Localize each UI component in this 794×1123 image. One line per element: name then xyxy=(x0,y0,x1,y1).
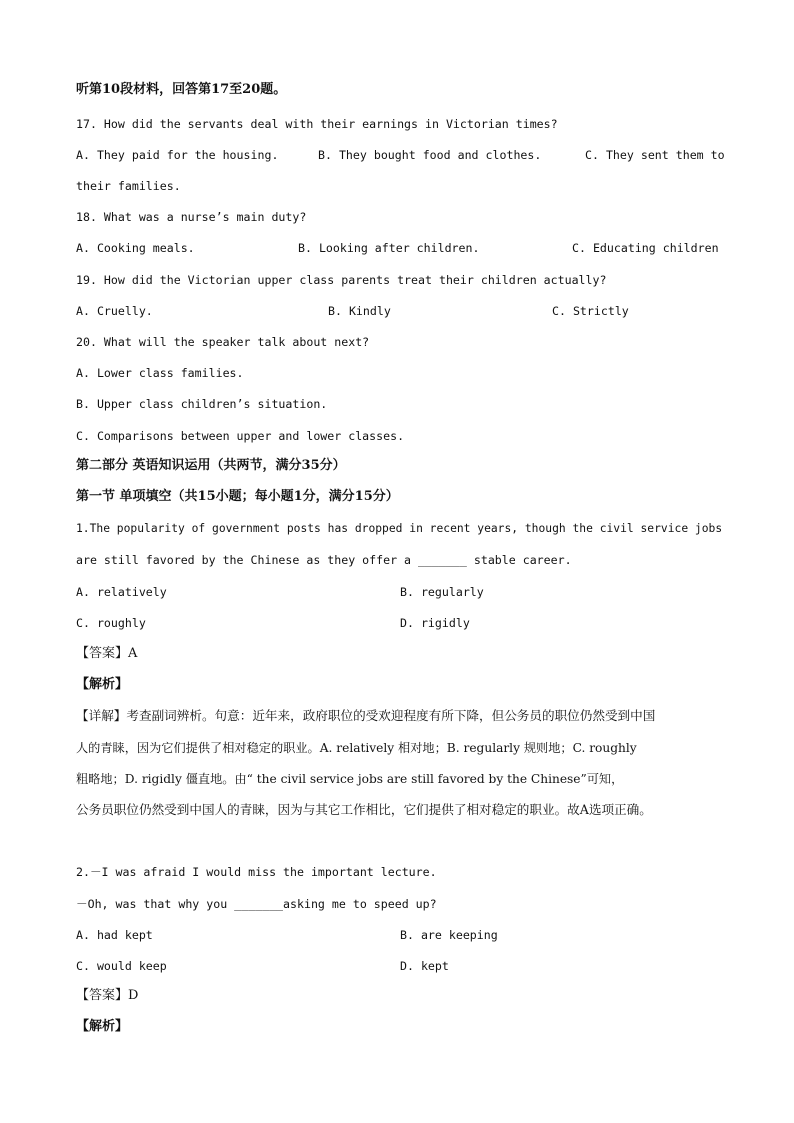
part2-title: 第二部分 英语知识运用（共两节，满分35分） xyxy=(76,458,346,473)
question-18-option-a: A. Cooking meals. xyxy=(76,241,195,255)
q2-option-c: C. would keep xyxy=(76,959,167,973)
q1-detail-line4: 公务员职位仍然受到中国人的青睐，因为与其它工作相比，它们提供了相对稳定的职业。故A选项正确。 xyxy=(76,802,652,817)
question-19-option-a: A. Cruelly. xyxy=(76,304,153,318)
question-19-option-c: C. Strictly xyxy=(552,304,629,318)
question-17-stem: 17. How did the servants deal with their earnings in Victorian times? xyxy=(76,117,558,131)
question-17-option-a: A. They paid for the housing. xyxy=(76,148,279,162)
q1-option-c: C. roughly xyxy=(76,616,146,630)
question-17-option-c-cont: their families. xyxy=(76,179,181,193)
question-20-option-a: A. Lower class families. xyxy=(76,366,244,380)
q1-analysis-label: 【解析】 xyxy=(76,677,129,692)
section1-title: 第一节 单项填空（共15小题；每小题1分，满分15分） xyxy=(76,489,399,504)
q2-analysis-label: 【解析】 xyxy=(76,1019,129,1034)
section-header: 听第10段材料，回答第17至20题。 xyxy=(76,82,287,97)
q1-option-a: A. relatively xyxy=(76,585,167,599)
q2-option-d: D. kept xyxy=(400,959,449,973)
q2-option-a: A. had kept xyxy=(76,928,153,942)
question-20-option-b: B. Upper class children’s situation. xyxy=(76,397,328,411)
q1-detail-line1: 【详解】考查副词辨析。句意：近年来，政府职位的受欢迎程度有所下降，但公务员的职位仍然受到中国 xyxy=(76,708,656,723)
question-18-option-b: B. Looking after children. xyxy=(298,241,480,255)
q1-option-d: D. rigidly xyxy=(400,616,470,630)
question-20-option-c: C. Comparisons between upper and lower classes. xyxy=(76,429,405,443)
question-17-option-c: C. They sent them to xyxy=(585,148,725,162)
question-19-stem: 19. How did the Victorian upper class parents treat their children actually? xyxy=(76,273,607,287)
question-20-stem: 20. What will the speaker talk about next? xyxy=(76,335,370,349)
q1-answer: 【答案】A xyxy=(76,646,138,661)
q1-detail-line2: 人的青睐，因为它们提供了相对稳定的职业。A. relatively 相对地；B. regularly 规则地；C. roughly xyxy=(76,741,637,755)
question-19-option-b: B. Kindly xyxy=(328,304,391,318)
q2-line2: －Oh, was that why you _______asking me to speed up? xyxy=(76,897,437,911)
q1-option-b: B. regularly xyxy=(400,585,484,599)
q2-option-b: B. are keeping xyxy=(400,928,498,942)
q2-line1: 2.－I was afraid I would miss the important lecture. xyxy=(76,865,437,879)
question-18-option-c: C. Educating children xyxy=(572,241,719,255)
q2-answer: 【答案】D xyxy=(76,988,139,1003)
question-17-option-b: B. They bought food and clothes. xyxy=(318,148,542,162)
q1-stem-line1: 1.The popularity of government posts has dropped in recent years, though the civil service jobs xyxy=(76,522,723,535)
q1-detail-line3: 粗略地；D. rigidly 僵直地。由“ the civil service jobs are still favored by the Chinese”可知， xyxy=(76,772,624,786)
q1-stem-line2: are still favored by the Chinese as they offer a _______ stable career. xyxy=(76,553,572,567)
question-18-stem: 18. What was a nurse’s main duty? xyxy=(76,210,307,224)
